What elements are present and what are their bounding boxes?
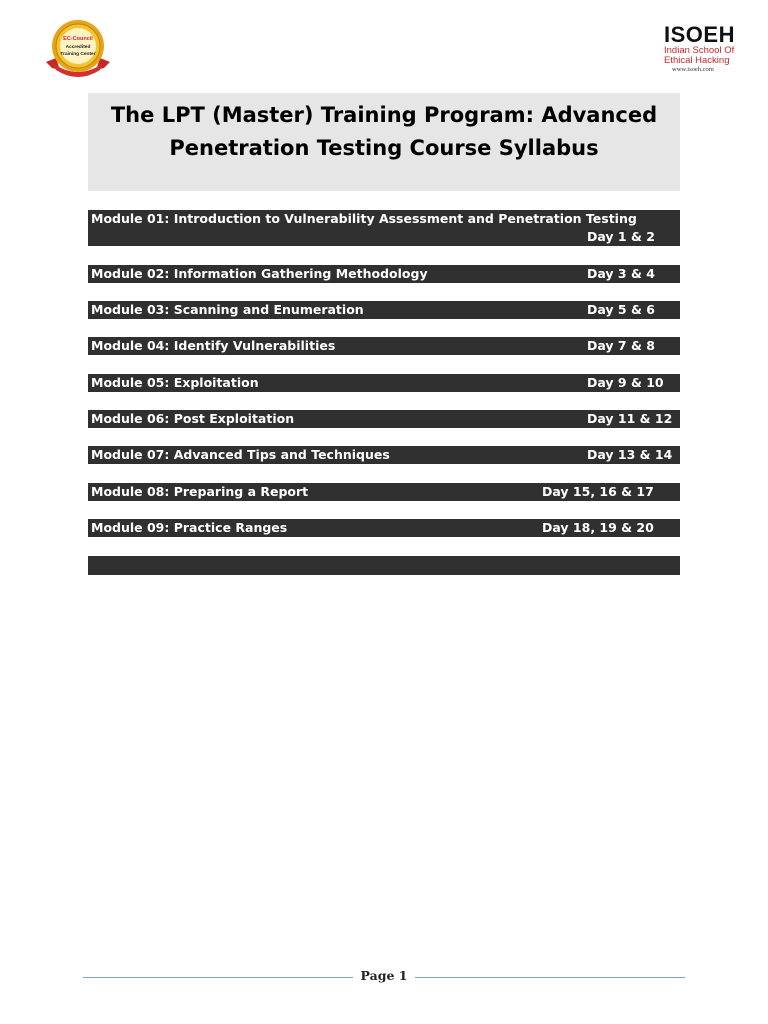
module-08-name: Module 08: Preparing a Report	[91, 484, 309, 499]
module-08-row	[88, 483, 680, 501]
footer-divider-left	[83, 977, 353, 978]
module-07-days: Day 13 & 14	[587, 447, 673, 462]
module-01-days: Day 1 & 2	[587, 229, 655, 244]
logo-title: ISOEH	[664, 22, 735, 47]
module-05-name: Module 05: Exploitation	[91, 375, 259, 390]
badge-line-2: Accredited	[65, 45, 91, 50]
module-01-row	[88, 210, 680, 246]
badge-line-3: Training Center	[60, 52, 96, 57]
module-02-row	[88, 265, 680, 283]
module-06-days: Day 11 & 12	[587, 411, 673, 426]
ec-council-badge-icon	[42, 18, 114, 80]
module-06-name: Module 06: Post Exploitation	[91, 411, 295, 426]
module-05-days: Day 9 & 10	[587, 375, 664, 390]
module-03-days: Day 5 & 6	[587, 302, 655, 317]
title-box	[88, 93, 680, 191]
module-03-name: Module 03: Scanning and Enumeration	[91, 302, 364, 317]
module-03-row	[88, 301, 680, 319]
module-06-row	[88, 410, 680, 428]
module-07-name: Module 07: Advanced Tips and Techniques	[91, 447, 390, 462]
module-04-name: Module 04: Identify Vulnerabilities	[91, 338, 336, 353]
module-08-days: Day 15, 16 & 17	[542, 484, 654, 499]
module-09-row	[88, 519, 680, 537]
isoeh-logo	[664, 24, 744, 74]
title-line-2: Penetration Testing Course Syllabus	[169, 136, 599, 160]
empty-bar	[88, 556, 680, 575]
module-07-row	[88, 446, 680, 464]
module-05-row	[88, 374, 680, 392]
module-02-days: Day 3 & 4	[587, 266, 655, 281]
module-09-days: Day 18, 19 & 20	[542, 520, 654, 535]
logo-subtitle-1: Indian School Of	[664, 45, 735, 56]
module-09-name: Module 09: Practice Ranges	[91, 520, 288, 535]
badge-line-1: EC-Council	[63, 36, 93, 42]
module-04-days: Day 7 & 8	[587, 338, 655, 353]
footer-divider-right	[415, 977, 685, 978]
module-02-name: Module 02: Information Gathering Methodology	[91, 266, 428, 281]
logo-subtitle-2: Ethical Hacking	[664, 55, 730, 66]
title-line-1: The LPT (Master) Training Program: Advanced	[110, 103, 658, 127]
module-01-name: Module 01: Introduction to Vulnerability Assessment and Penetration Testing	[91, 211, 637, 226]
module-04-row	[88, 337, 680, 355]
page-number: Page 1	[360, 968, 408, 983]
page-title	[88, 99, 680, 165]
logo-url: www.isoeh.com	[672, 66, 714, 73]
